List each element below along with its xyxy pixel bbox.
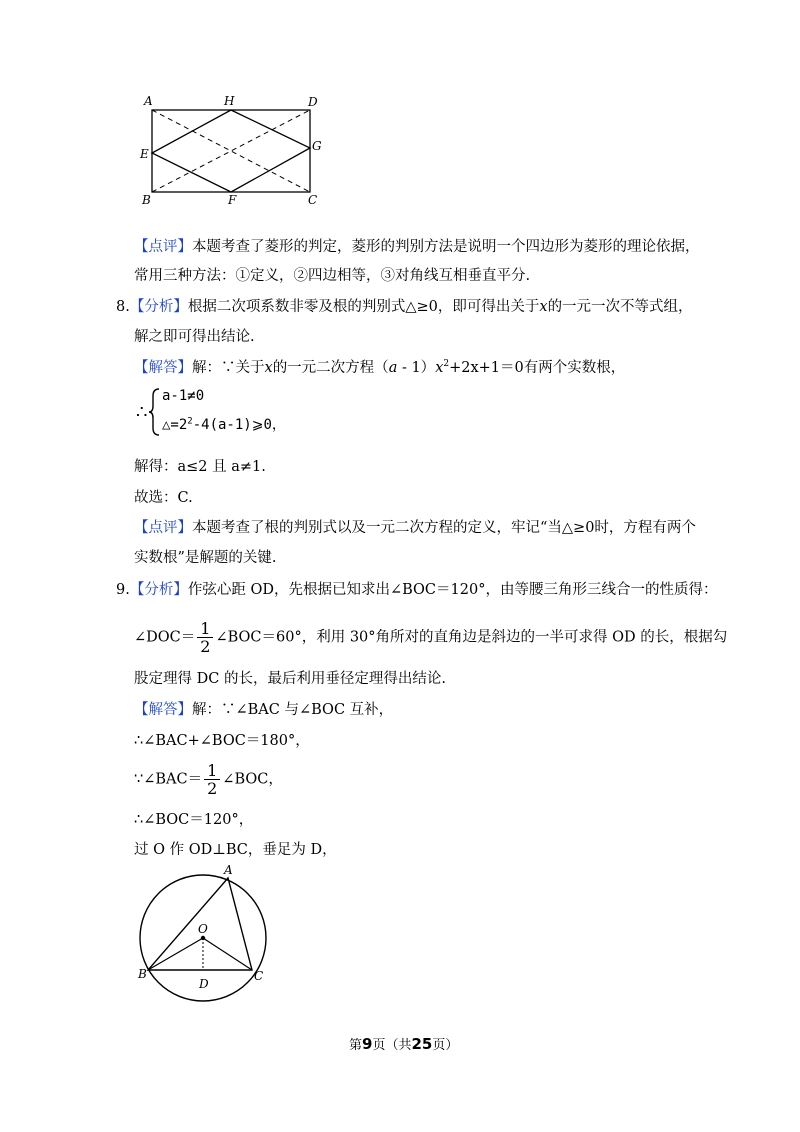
label-B: B (142, 193, 151, 207)
label-A: A (144, 94, 153, 108)
q8-solve: 解得：a≤2 且 a≠1. (134, 459, 266, 475)
therefore-symbol: ∴ (136, 402, 148, 423)
label-A: A (224, 863, 233, 877)
label-E: E (140, 147, 149, 161)
label-O: O (198, 922, 208, 936)
page-total: 25 (411, 1035, 433, 1053)
q8-analysis-line2: 解之即可得出结论. (134, 329, 255, 345)
q9-analysis-line2: ∠DOC＝ $\frac{1}{2}$ ∠BOC＝60°，利用 30°角所对的直角边是斜边的一半可求得 OD 的长，根据勾 (134, 619, 728, 656)
system-eq2: $\triangle=2^2-4(a-1)⩾0$， (162, 416, 286, 433)
q7-comment-line1: 【点评】本题考查了菱形的判定，菱形的判别方法是说明一个四边形为菱形的理论依据， (134, 239, 700, 255)
label-C: C (308, 193, 318, 207)
label-C: C (254, 969, 264, 983)
comment-tag: 【点评】 (134, 239, 192, 255)
label-B: B (138, 967, 147, 981)
q9-analysis-line3: 股定理得 DC 的长，最后利用垂径定理得出结论. (134, 671, 447, 687)
fraction-half: $\frac{1}{2}$ (197, 620, 213, 655)
circle-triangle-figure (130, 860, 280, 1010)
system-eq1: a-1≠0 (162, 388, 205, 404)
rectangle-rhombus-figure (130, 90, 330, 210)
answer-tag: 【解答】 (134, 360, 192, 376)
comment-tag: 【点评】 (134, 520, 192, 536)
fraction-half: $\frac{1}{2}$ (204, 762, 220, 797)
q8-answer-line1: 【解答】解：∵关于x的一元二次方程$(a - 1)x^2+2x+1=0$有两个实数根， (134, 359, 626, 376)
q9-answer-line1: 【解答】解：∵∠BAC 与∠BOC 互补， (134, 702, 394, 718)
q9-analysis-line1: 9.【分析】作弦心距 OD，先根据已知求出∠BOC＝120°，由等腰三角形三线合一的性质得： (116, 582, 718, 598)
label-D: D (308, 95, 318, 109)
label-F: F (228, 193, 237, 207)
page-number: 9 (362, 1035, 373, 1053)
q7-comment-line2: 常用三种方法：①定义，②四边相等，③对角线互相垂直平分. (134, 268, 531, 284)
page-footer: 第9页（共25页） (349, 1035, 459, 1053)
answer-tag: 【解答】 (134, 702, 192, 718)
label-H: H (224, 94, 235, 108)
label-D: D (199, 977, 209, 991)
analysis-tag: 【分析】 (129, 582, 188, 598)
label-G: G (312, 139, 322, 153)
q9-answer-line3: ∵∠BAC＝ $\frac{1}{2}$ ∠BOC， (134, 761, 283, 798)
q9-answer-line5: 过 O 作 OD⊥BC，垂足为 D， (134, 842, 337, 858)
q8-comment-line2: 实数根”是解题的关键. (134, 550, 277, 566)
q9-answer-line4: ∴∠BOC＝120°， (134, 812, 254, 828)
q9-answer-line2: ∴∠BAC+∠BOC＝180°， (134, 733, 310, 749)
q8-choose: 故选：C. (134, 490, 193, 506)
system-brace (148, 388, 160, 436)
analysis-tag: 【分析】 (129, 299, 188, 315)
q8-analysis-line1: 8.【分析】根据二次项系数非零及根的判别式△≥0，即可得出关于x的一元一次不等式组， (116, 299, 693, 315)
q8-comment-line1: 【点评】本题考查了根的判别式以及一元二次方程的定义，牢记“当△≥0时，方程有两个 (134, 520, 696, 536)
